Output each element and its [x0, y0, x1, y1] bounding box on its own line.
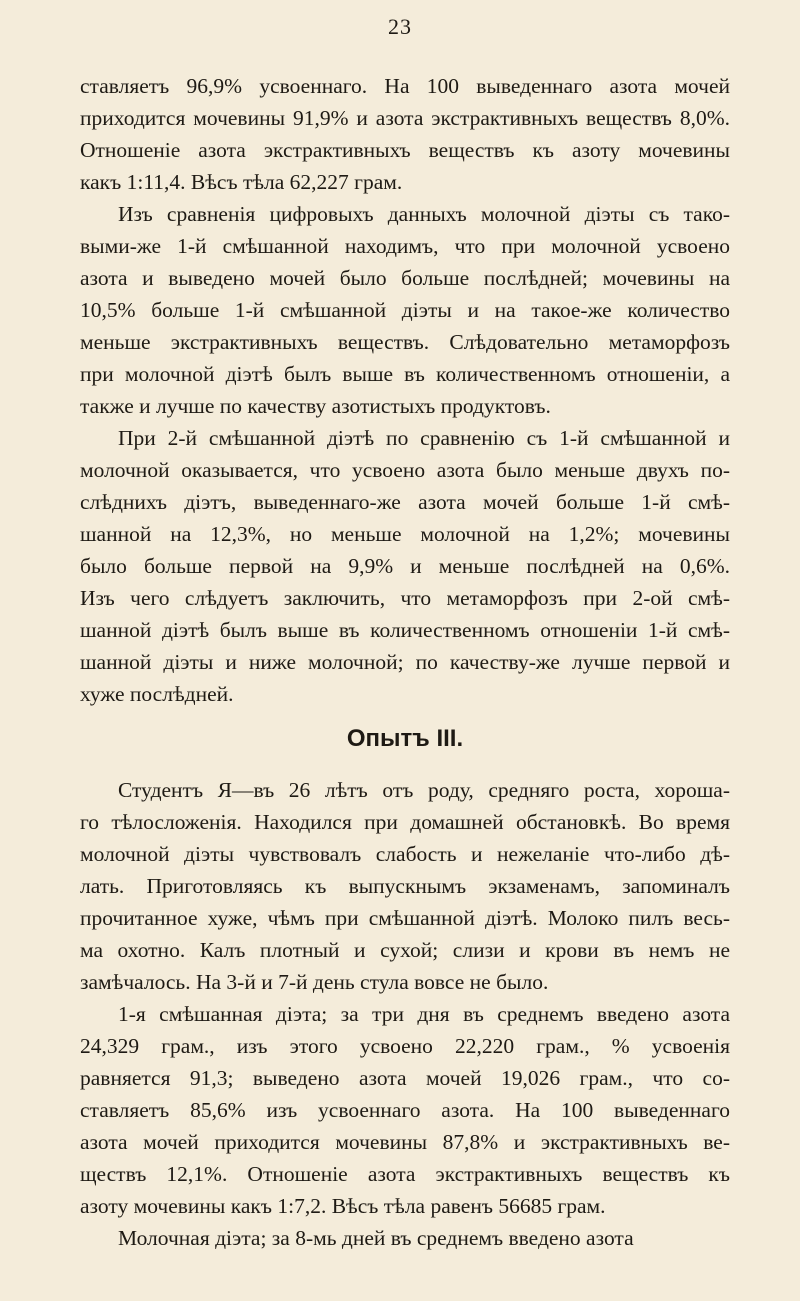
text-line: 24,329 грам., изъ этого усвоено 22,220 грам., % усвоенія — [80, 1034, 730, 1058]
text-line: прочитанное хуже, чѣмъ при смѣшанной діэтѣ. Молоко пилъ весь- — [80, 906, 730, 930]
section-heading: Опытъ III. — [346, 725, 464, 752]
text-line: приходится мочевины 91,9% и азота экстрактивныхъ веществъ 8,0%. — [80, 106, 730, 130]
text-line: ставляетъ 96,9% усвоеннаго. На 100 выведеннаго азота мочей — [80, 74, 730, 98]
text-line: азота мочей приходится мочевины 87,8% и экстрактивныхъ ве- — [80, 1130, 730, 1154]
text-line: хуже послѣдней. — [80, 682, 234, 706]
text-line: шанной на 12,3%, но меньше молочной на 1,2%; мочевины — [80, 522, 730, 546]
text-line: ществъ 12,1%. Отношеніе азота экстрактивныхъ веществъ къ — [80, 1162, 730, 1186]
text-line: го тѣлосложенія. Находился при домашней обстановкѣ. Во время — [80, 810, 730, 834]
text-line: ма охотно. Калъ плотный и сухой; слизи и крови въ немъ не — [80, 938, 730, 962]
paragraph-start-line: При 2-й смѣшанной діэтѣ по сравненію съ 1-й смѣшанной и — [118, 426, 730, 450]
text-line: шанной діэтѣ былъ выше въ количественномъ отношеніи 1-й смѣ- — [80, 618, 730, 642]
text-line: ставляетъ 85,6% изъ усвоеннаго азота. На 100 выведеннаго — [80, 1098, 730, 1122]
text-line: слѣднихъ діэтъ, выведеннаго-же азота мочей больше 1-й смѣ- — [80, 490, 730, 514]
body-text — [80, 70, 730, 1254]
text-line: 10,5% больше 1-й смѣшанной діэты и на такое-же количество — [80, 298, 730, 322]
text-line: Отношеніе азота экстрактивныхъ веществъ къ азоту мочевины — [80, 138, 730, 162]
text-line: при молочной діэтѣ былъ выше въ количественномъ отношеніи, а — [80, 362, 730, 386]
text-line: какъ 1:11,4. Вѣсъ тѣла 62,227 грам. — [80, 170, 403, 194]
text-line: азота и выведено мочей было больше послѣдней; мочевины на — [80, 266, 730, 290]
text-line: было больше первой на 9,9% и меньше послѣдней на 0,6%. — [80, 554, 730, 578]
text-line: шанной діэты и ниже молочной; по качеству-же лучше первой и — [80, 650, 730, 674]
text-line: Изъ чего слѣдуетъ заключить, что метаморфозъ при 2-ой смѣ- — [80, 586, 730, 610]
text-line: равняется 91,3; выведено азота мочей 19,026 грам., что со- — [80, 1066, 730, 1090]
paragraph-start-line: Студентъ Я—въ 26 лѣтъ отъ роду, средняго роста, хороша- — [118, 778, 730, 802]
text-line: лать. Приготовляясь къ выпускнымъ экзаменамъ, запоминалъ — [80, 874, 730, 898]
paragraph-start-line: Молочная діэта; за 8-мь дней въ среднемъ введено азота — [118, 1226, 634, 1250]
text-line: замѣчалось. На 3-й и 7-й день стула вовсе не было. — [80, 970, 549, 994]
paragraph-start-line: Изъ сравненія цифровыхъ данныхъ молочной діэты съ тако- — [118, 202, 730, 226]
paragraph-start-line: 1-я смѣшанная діэта; за три дня въ среднемъ введено азота — [118, 1002, 730, 1026]
page-number: 23 — [388, 14, 412, 39]
text-line: также и лучше по качеству азотистыхъ продуктовъ. — [80, 394, 551, 418]
text-line: выми-же 1-й смѣшанной находимъ, что при молочной усвоено — [80, 234, 730, 258]
text-line: молочной діэты чувствовалъ слабость и нежеланіе что-либо дѣ- — [80, 842, 730, 866]
text-line: молочной оказывается, что усвоено азота было меньше двухъ по- — [80, 458, 730, 482]
text-line: меньше экстрактивныхъ веществъ. Слѣдовательно метаморфозъ — [80, 330, 730, 354]
text-line: азоту мочевины какъ 1:7,2. Вѣсъ тѣла равенъ 56685 грам. — [80, 1194, 606, 1218]
